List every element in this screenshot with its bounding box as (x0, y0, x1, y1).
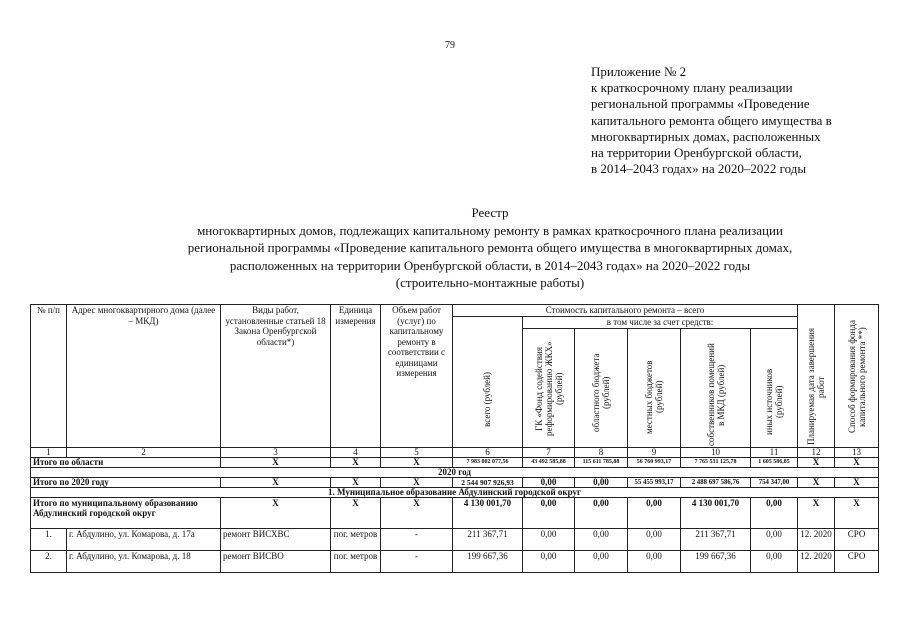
registry-line: (строительно-монтажные работы) (395, 275, 585, 290)
row-owners: 199 667,36 (681, 551, 751, 573)
total-municipality-volume: X (381, 498, 453, 529)
total-region-method: X (835, 458, 879, 468)
header-other-cell (751, 329, 798, 448)
row-volume: - (381, 529, 453, 551)
total-municipality-local: 0,00 (628, 498, 681, 529)
registry-heading (0, 204, 905, 292)
header-works: Виды работ, установленные статьей 18 Закона Оренбургской области*) (221, 305, 331, 448)
row-fund: 0,00 (523, 551, 575, 573)
total-region-date: X (798, 458, 835, 468)
total-municipality-method: X (835, 498, 879, 529)
appendix-line: в 2014–2043 годах» на 2020–2022 годы (591, 161, 807, 177)
total-2020-label: Итого по 2020 году (31, 478, 221, 488)
registry-title: Реестр (471, 205, 509, 220)
row-regional: 0,00 (575, 529, 628, 551)
column-number: 11 (751, 448, 798, 458)
registry-line: региональной программы «Проведение капитального ремонта общего имущества в многоквартирных домах, (187, 240, 793, 255)
row-total: 211 367,71 (453, 529, 523, 551)
header-fund-cell (523, 329, 575, 448)
row-address: г. Абдулино, ул. Комарова, д. 17а (67, 529, 221, 551)
municipality-row (31, 488, 879, 498)
header-regional: областного бюджета (рублей) (591, 353, 611, 433)
column-number: 12 (798, 448, 835, 458)
header-address: Адрес многоквартирного дома (далее – МКД) (67, 305, 221, 448)
total-municipality-label: Итого по муниципальному образованию Абдулинский городской округ (31, 498, 221, 529)
header-regional-cell (575, 329, 628, 448)
registry-line: расположенных на территории Оренбургской области, в 2014–2043 годах» на 2020–2022 годы (229, 257, 751, 273)
appendix-block (591, 64, 832, 177)
appendix-line: на территории Оренбургской области, (591, 145, 802, 161)
row-local: 0,00 (628, 529, 681, 551)
column-number: 6 (453, 448, 523, 458)
header-owners-cell (681, 329, 751, 448)
row-works: ремонт ВИСХВС (221, 529, 331, 551)
total-region-local: 56 760 993,17 (628, 458, 681, 468)
total-2020-works: X (221, 478, 331, 488)
total-municipality-works: X (221, 498, 331, 529)
total-region-other: 1 605 586,85 (751, 458, 798, 468)
column-number: 1 (31, 448, 67, 458)
total-2020-local: 55 455 993,17 (628, 478, 681, 488)
row-method: СРО (835, 529, 879, 551)
appendix-line: Приложение № 2 (591, 64, 687, 79)
total-municipality-other: 0,00 (751, 498, 798, 529)
header-owners: собственников помещений в МКД (рублей) (705, 343, 726, 447)
row-works: ремонт ВИСВО (221, 551, 331, 573)
total-region-row (31, 458, 879, 468)
total-region-owners: 7 765 531 125,78 (681, 458, 751, 468)
column-numbers-row (31, 448, 879, 458)
total-2020-other: 754 347,00 (751, 478, 798, 488)
table-row (31, 551, 879, 573)
header-num: № п/п (31, 305, 67, 448)
municipality-label: 1. Муниципальное образование Абдулинский городской округ (31, 488, 879, 498)
row-local: 0,00 (628, 551, 681, 573)
header-local: местных бюджетов (рублей) (644, 360, 664, 434)
total-municipality-regional: 0,00 (575, 498, 628, 529)
total-region-works: X (221, 458, 331, 468)
total-region-unit: X (331, 458, 381, 468)
header-method: Способ формирования фонда капитального ремонта **) (846, 320, 867, 434)
row-unit: пог. метров (331, 529, 381, 551)
row-date: 12. 2020 (798, 551, 835, 573)
column-number: 5 (381, 448, 453, 458)
appendix-line: многоквартирных домах, расположенных (591, 128, 821, 144)
header-including: в том числе за счет средств: (523, 316, 798, 329)
header-other: иных источников (рублей) (764, 368, 784, 436)
header-fund: ГК «Фонд содействия реформированию ЖКХ» (рублей) (533, 341, 564, 437)
year-row (31, 468, 879, 478)
column-number: 2 (67, 448, 221, 458)
row-num: 1. (31, 529, 67, 551)
total-municipality-total: 4 130 001,70 (453, 498, 523, 529)
row-method: СРО (835, 551, 879, 573)
column-number: 3 (221, 448, 331, 458)
appendix-line: капитального ремонта общего имущества в (591, 112, 832, 128)
header-local-cell (628, 329, 681, 448)
total-region-regional: 115 611 785,88 (575, 458, 628, 468)
row-other: 0,00 (751, 551, 798, 573)
header-volume: Объем работ (услуг) по капитальному ремонту в соответствии с единицами измерения (381, 305, 453, 448)
header-total-cell (453, 316, 523, 448)
column-number: 13 (835, 448, 879, 458)
table-row (31, 529, 879, 551)
year-label: 2020 год (31, 468, 879, 478)
total-2020-unit: X (331, 478, 381, 488)
total-municipality-fund: 0,00 (523, 498, 575, 529)
total-2020-owners: 2 488 697 586,76 (681, 478, 751, 488)
header-cost-total: Стоимость капитального ремонта – всего (453, 305, 798, 317)
total-2020-date: X (798, 478, 835, 488)
header-planned-date-cell (798, 305, 835, 448)
column-number: 10 (681, 448, 751, 458)
column-number: 4 (331, 448, 381, 458)
column-number: 9 (628, 448, 681, 458)
row-regional: 0,00 (575, 551, 628, 573)
header-unit: Единица измерения (331, 305, 381, 448)
total-region-label: Итого по области (31, 458, 221, 468)
appendix-line: к краткосрочному плану реализации (591, 80, 793, 96)
total-region-fund: 43 492 585,88 (523, 458, 575, 468)
registry-table (30, 304, 879, 573)
total-2020-fund: 0,00 (523, 478, 575, 488)
appendix-line: региональной программы «Проведение (591, 96, 810, 112)
row-unit: пог. метров (331, 551, 381, 573)
row-date: 12. 2020 (798, 529, 835, 551)
page-number: 79 (445, 40, 455, 51)
header-planned-date: Планируемая дата завершения работ (806, 328, 827, 446)
row-address: г. Абдулино, ул. Комарова, д. 18 (67, 551, 221, 573)
registry-line: многоквартирных домов, подлежащих капитальному ремонту в рамках краткосрочного плана реализации (197, 222, 783, 238)
header-total: всего (рублей) (482, 371, 493, 427)
column-number: 8 (575, 448, 628, 458)
total-2020-volume: X (381, 478, 453, 488)
row-owners: 211 367,71 (681, 529, 751, 551)
total-municipality-unit: X (331, 498, 381, 529)
total-2020-method: X (835, 478, 879, 488)
header-method-cell (835, 305, 879, 448)
total-2020-row (31, 478, 879, 488)
row-other: 0,00 (751, 529, 798, 551)
row-total: 199 667,36 (453, 551, 523, 573)
total-municipality-owners: 4 130 001,70 (681, 498, 751, 529)
total-region-total: 7 983 002 077,56 (453, 458, 523, 468)
row-volume: - (381, 551, 453, 573)
total-municipality-date: X (798, 498, 835, 529)
total-2020-regional: 0,00 (575, 478, 628, 488)
row-num: 2. (31, 551, 67, 573)
total-region-volume: X (381, 458, 453, 468)
column-number: 7 (523, 448, 575, 458)
total-municipality-row (31, 498, 879, 529)
row-fund: 0,00 (523, 529, 575, 551)
total-2020-total: 2 544 907 926,93 (453, 478, 523, 488)
